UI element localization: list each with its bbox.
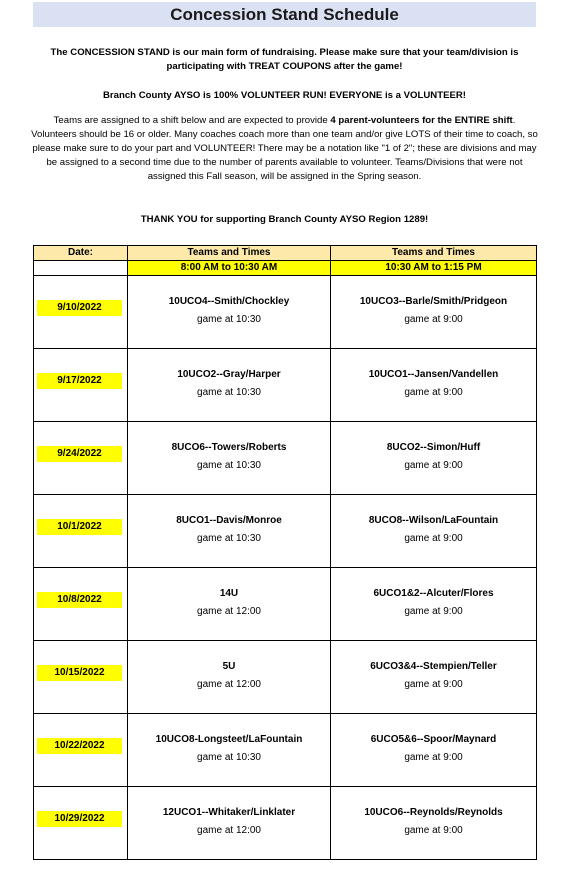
am-cell xyxy=(128,495,331,568)
am-game-time: game at 12:00 xyxy=(197,606,261,617)
am-game-time: game at 10:30 xyxy=(197,533,261,544)
pm-team: 8UCO8--Wilson/LaFountain xyxy=(368,515,499,526)
am-team: 10UCO2--Gray/Harper xyxy=(177,369,281,380)
am-game-time: game at 10:30 xyxy=(197,460,261,471)
table-row xyxy=(34,714,537,787)
am-game-time: game at 12:00 xyxy=(197,679,261,690)
table-row xyxy=(34,787,537,860)
date-value: 10/1/2022 xyxy=(37,519,122,535)
time-range-am: 8:00 AM to 10:30 AM xyxy=(128,261,331,276)
date-cell xyxy=(34,641,128,714)
pm-cell xyxy=(331,714,537,787)
date-cell xyxy=(34,568,128,641)
pm-cell xyxy=(331,349,537,422)
assignment-text-bold: 4 parent-volunteers for the ENTIRE shift xyxy=(330,115,513,126)
pm-game-time: game at 9:00 xyxy=(404,752,463,763)
am-team: 8UCO1--Davis/Monroe xyxy=(176,515,282,526)
table-row xyxy=(34,349,537,422)
am-team: 12UCO1--Whitaker/Linklater xyxy=(162,807,296,818)
date-cell xyxy=(34,787,128,860)
am-team: 8UCO6--Towers/Roberts xyxy=(171,442,287,453)
schedule-table xyxy=(33,245,537,860)
assignment-text-2: . Volunteers should be 16 or older. Many coaches coach more than one team and/or give LOTS of their time to coach, so please make sure to do your part and VOLUNTEER! There may be a notation like "1 of 2"; these are divisions and may be assigned to a second time due to the number of parents available to volunteer. Teams/Divisions that were not assigned this Fall season, will be assigned in the Spring season. xyxy=(31,115,538,182)
pm-team: 8UCO2--Simon/Huff xyxy=(386,442,481,453)
time-range-row xyxy=(34,261,537,276)
table-row xyxy=(34,641,537,714)
am-cell xyxy=(128,787,331,860)
am-game-time: game at 10:30 xyxy=(197,314,261,325)
date-value: 10/29/2022 xyxy=(37,811,122,827)
date-value: 9/17/2022 xyxy=(37,373,122,389)
pm-game-time: game at 9:00 xyxy=(404,387,463,398)
pm-game-time: game at 9:00 xyxy=(404,314,463,325)
pm-game-time: game at 9:00 xyxy=(404,533,463,544)
volunteer-run-notice: Branch County AYSO is 100% VOLUNTEER RUN! EVERYONE is a VOLUNTEER! xyxy=(102,90,467,101)
header-pm-teams: Teams and Times xyxy=(331,246,537,261)
pm-team: 6UCO3&4--Stempien/Teller xyxy=(370,661,497,672)
table-row xyxy=(34,495,537,568)
am-cell xyxy=(128,276,331,349)
table-row xyxy=(34,422,537,495)
date-cell xyxy=(34,495,128,568)
am-cell xyxy=(128,568,331,641)
pm-game-time: game at 9:00 xyxy=(404,825,463,836)
am-team: 5U xyxy=(222,661,236,672)
am-cell xyxy=(128,714,331,787)
am-game-time: game at 10:30 xyxy=(197,752,261,763)
pm-cell xyxy=(331,276,537,349)
pm-game-time: game at 9:00 xyxy=(404,606,463,617)
am-team: 14U xyxy=(219,588,239,599)
am-game-time: game at 10:30 xyxy=(197,387,261,398)
am-cell xyxy=(128,422,331,495)
date-cell xyxy=(34,714,128,787)
pm-team: 6UCO5&6--Spoor/Maynard xyxy=(370,734,497,745)
pm-cell xyxy=(331,641,537,714)
pm-team: 6UCO1&2--Alcuter/Flores xyxy=(373,588,494,599)
page-title: Concession Stand Schedule xyxy=(33,2,536,27)
am-game-time: game at 12:00 xyxy=(197,825,261,836)
date-value: 10/22/2022 xyxy=(37,738,122,754)
time-range-blank xyxy=(34,261,128,276)
pm-game-time: game at 9:00 xyxy=(404,679,463,690)
pm-team: 10UCO3--Barle/Smith/Pridgeon xyxy=(359,296,508,307)
thank-you-note: THANK YOU for supporting Branch County AYSO Region 1289! xyxy=(140,214,429,225)
intro-paragraph: The CONCESSION STAND is our main form of fundraising. Please make sure that your team/division is participating with TREAT COUPONS after the game! xyxy=(50,47,519,72)
table-row xyxy=(34,568,537,641)
date-cell xyxy=(34,276,128,349)
table-header-row xyxy=(34,246,537,261)
pm-cell xyxy=(331,422,537,495)
date-value: 9/24/2022 xyxy=(37,446,122,462)
am-team: 10UCO8-Longsteet/LaFountain xyxy=(155,734,303,745)
am-team: 10UCO4--Smith/Chockley xyxy=(168,296,290,307)
pm-cell xyxy=(331,568,537,641)
date-value: 9/10/2022 xyxy=(37,300,122,316)
pm-cell xyxy=(331,495,537,568)
pm-team: 10UCO1--Jansen/Vandellen xyxy=(368,369,499,380)
am-cell xyxy=(128,349,331,422)
assignment-text-1: Teams are assigned to a shift below and are expected to provide xyxy=(53,115,331,126)
pm-game-time: game at 9:00 xyxy=(404,460,463,471)
time-range-pm: 10:30 AM to 1:15 PM xyxy=(331,261,537,276)
am-cell xyxy=(128,641,331,714)
date-value: 10/8/2022 xyxy=(37,592,122,608)
date-value: 10/15/2022 xyxy=(37,665,122,681)
table-row xyxy=(34,276,537,349)
header-date: Date: xyxy=(34,246,128,261)
pm-cell xyxy=(331,787,537,860)
date-cell xyxy=(34,422,128,495)
header-am-teams: Teams and Times xyxy=(128,246,331,261)
pm-team: 10UCO6--Reynolds/Reynolds xyxy=(364,807,503,818)
date-cell xyxy=(34,349,128,422)
assignment-paragraph xyxy=(30,114,539,184)
